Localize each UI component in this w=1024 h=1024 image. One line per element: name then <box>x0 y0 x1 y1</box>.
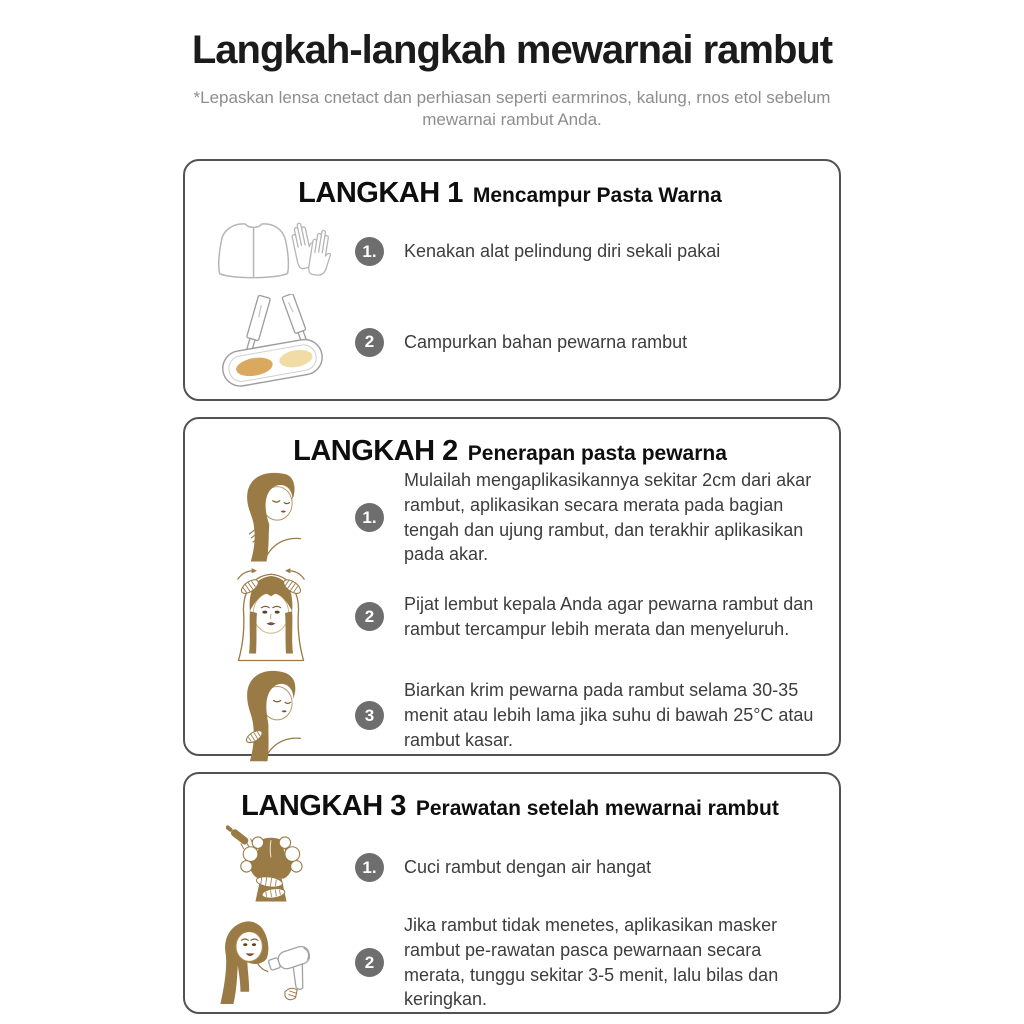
step-text: Kenakan alat pelindung diri sekali pakai <box>404 241 721 262</box>
step-text: Pijat lembut kepala Anda agar pewarna rambut dan rambut tercampur lebih merata dan menyeluruh. <box>404 593 814 639</box>
step-row <box>191 294 829 391</box>
step-row <box>191 913 829 1012</box>
section-1-header <box>191 169 829 210</box>
section-langkah-1 <box>183 159 841 401</box>
step-number-badge: 2 <box>355 602 384 631</box>
step-row <box>191 666 829 765</box>
section-1-heading: LANGKAH 1 <box>298 176 463 209</box>
step-number-badge: 1. <box>355 853 384 882</box>
woman-combing-hair-icon <box>191 468 351 567</box>
page-title: Langkah-langkah mewarnai rambut <box>191 28 833 72</box>
step-text: Cuci rambut dengan air hangat <box>404 857 652 878</box>
section-3-header <box>191 782 829 823</box>
step-text: Mulailah mengaplikasikannya sekitar 2cm dari akar rambut, aplikasikan secara merata pada bagian tengah dan ujung rambut, dan terakhir aplikasikan pada akar. <box>404 469 812 565</box>
washing-hair-shower-icon <box>191 823 351 913</box>
section-2-subheading: Penerapan pasta pewarna <box>467 441 727 465</box>
page-subtitle: *Lepaskan lensa cnetact dan perhiasan seperti earmrinos, kalung, rnos etol sebelum mewarnai rambut Anda. <box>193 88 831 130</box>
cape-and-gloves-icon <box>191 213 351 291</box>
step-number-badge: 2 <box>355 328 384 357</box>
dye-tubes-and-tray-icon <box>191 294 351 391</box>
step-number-badge: 1. <box>355 503 384 532</box>
step-number-badge: 1. <box>355 237 384 266</box>
section-2-heading: LANGKAH 2 <box>293 434 458 467</box>
step-row <box>191 210 829 294</box>
section-2-header <box>191 427 829 468</box>
section-langkah-2 <box>183 417 841 756</box>
section-langkah-3 <box>183 772 841 1014</box>
section-3-subheading: Perawatan setelah mewarnai rambut <box>415 796 779 820</box>
woman-waiting-hand-on-hair-icon <box>191 666 351 765</box>
step-row <box>191 567 829 666</box>
section-3-heading: LANGKAH 3 <box>241 789 406 822</box>
step-text: Campurkan bahan pewarna rambut <box>404 331 688 352</box>
section-1-subheading: Mencampur Pasta Warna <box>472 183 722 207</box>
step-text: Jika rambut tidak menetes, aplikasikan masker rambut pe-rawatan pasca pewarnaan secara merata, tunggu sekitar 3-5 menit, lalu bilas dan keringkan. <box>404 914 779 1010</box>
step-text: Biarkan krim pewarna pada rambut selama 30-35 menit atau lebih lama jika suhu di bawah 25°C atau rambut kasar. <box>404 680 814 751</box>
step-number-badge: 2 <box>355 948 384 977</box>
woman-hair-dryer-icon <box>191 915 351 1011</box>
step-row <box>191 823 829 913</box>
step-number-badge: 3 <box>355 701 384 730</box>
woman-massaging-scalp-icon <box>191 567 351 666</box>
step-row <box>191 468 829 567</box>
